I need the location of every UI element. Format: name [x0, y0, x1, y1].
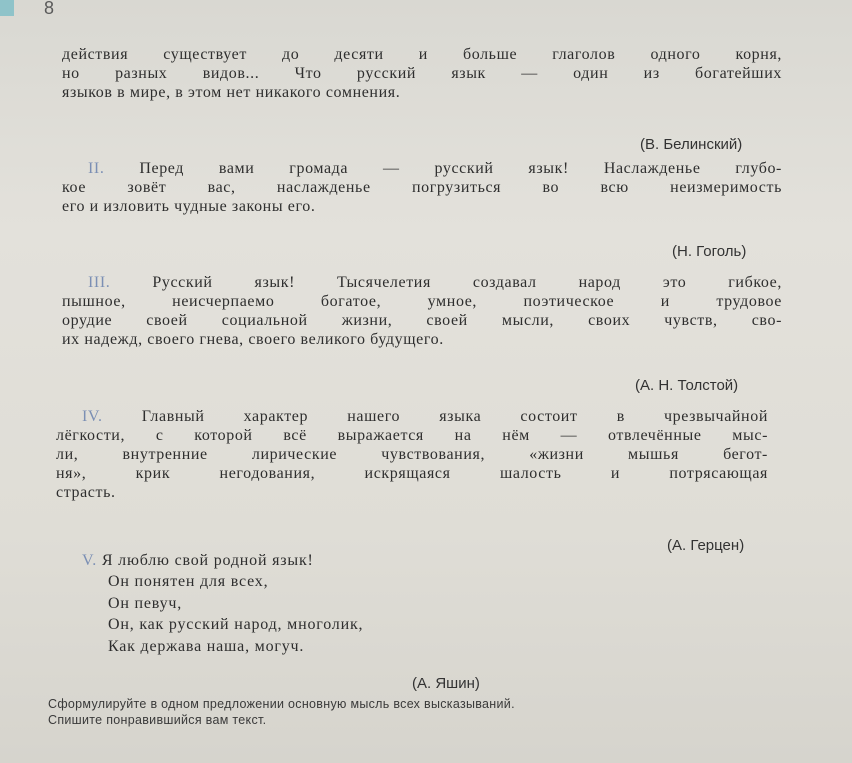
text-line: страсть.	[56, 483, 116, 501]
text-line-content: Русский язык! Тысячелетия создавал народ это гибкое,	[152, 274, 782, 291]
roman-numeral: V.	[82, 552, 98, 569]
text-line	[62, 160, 782, 179]
text-line: но разных видов... Что русский язык — один из богатейших	[62, 64, 782, 82]
author-herzen: (А. Герцен)	[667, 537, 745, 554]
roman-numeral: II.	[88, 160, 105, 177]
assignment-line: Спишите понравившийся вам текст.	[48, 713, 267, 728]
author-yashin: (А. Яшин)	[412, 675, 480, 692]
page-number: 8	[44, 0, 55, 18]
poem-line: Как держава наша, могуч.	[108, 637, 305, 655]
text-line: кое зовёт вас, наслажденье погрузиться во всю неизмеримость	[62, 178, 782, 196]
roman-numeral: III.	[88, 274, 111, 291]
text-line: ня», крик негодования, искрящаяся шалость и потрясающая	[56, 464, 768, 482]
author-gogol: (Н. Гоголь)	[672, 243, 747, 260]
text-line: их надежд, своего гнева, своего великого будущего.	[62, 330, 444, 348]
author-belinsky: (В. Белинский)	[640, 136, 743, 153]
poem-line: Он понятен для всех,	[108, 573, 269, 591]
text-line: лёгкости, с которой всё выражается на нём — отвлечённые мыс-	[56, 426, 768, 444]
text-line: орудие своей социальной жизни, своей мысли, своих чувств, сво-	[62, 311, 782, 329]
text-line: языков в мире, в этом нет никакого сомнения.	[62, 83, 401, 101]
poem-line-content: Я люблю свой родной язык!	[101, 552, 314, 569]
text-line: пышное, неисчерпаемо богатое, умное, поэтическое и трудовое	[62, 292, 782, 310]
quote-gogol	[62, 160, 782, 217]
assignment-text	[48, 696, 515, 729]
text-line	[56, 408, 768, 427]
assignment-line: Сформулируйте в одном предложении основную мысль всех высказываний.	[48, 697, 515, 711]
author-tolstoy: (А. Н. Толстой)	[635, 377, 739, 394]
poem-yashin	[82, 550, 363, 657]
text-line: его и изловить чудные законы его.	[62, 197, 316, 215]
poem-line	[82, 550, 363, 571]
poem-line: Он певуч,	[108, 594, 183, 612]
text-line-content: Главный характер нашего языка состоит в чрезвычайной	[141, 408, 768, 425]
text-line: действия существует до десяти и больше глаголов одного корня,	[62, 46, 782, 63]
page-corner-mark	[0, 0, 14, 16]
quote-belinsky	[62, 46, 782, 103]
text-line: ли, внутренние лирические чувствования, «жизни мышья бегот-	[56, 445, 768, 463]
text-line	[62, 274, 782, 293]
roman-numeral: IV.	[82, 408, 103, 425]
quote-herzen	[56, 408, 768, 502]
quote-tolstoy	[62, 274, 782, 350]
poem-line: Он, как русский народ, многолик,	[108, 616, 364, 634]
text-line-content: Перед вами громада — русский язык! Наслажденье глубо-	[139, 160, 782, 177]
